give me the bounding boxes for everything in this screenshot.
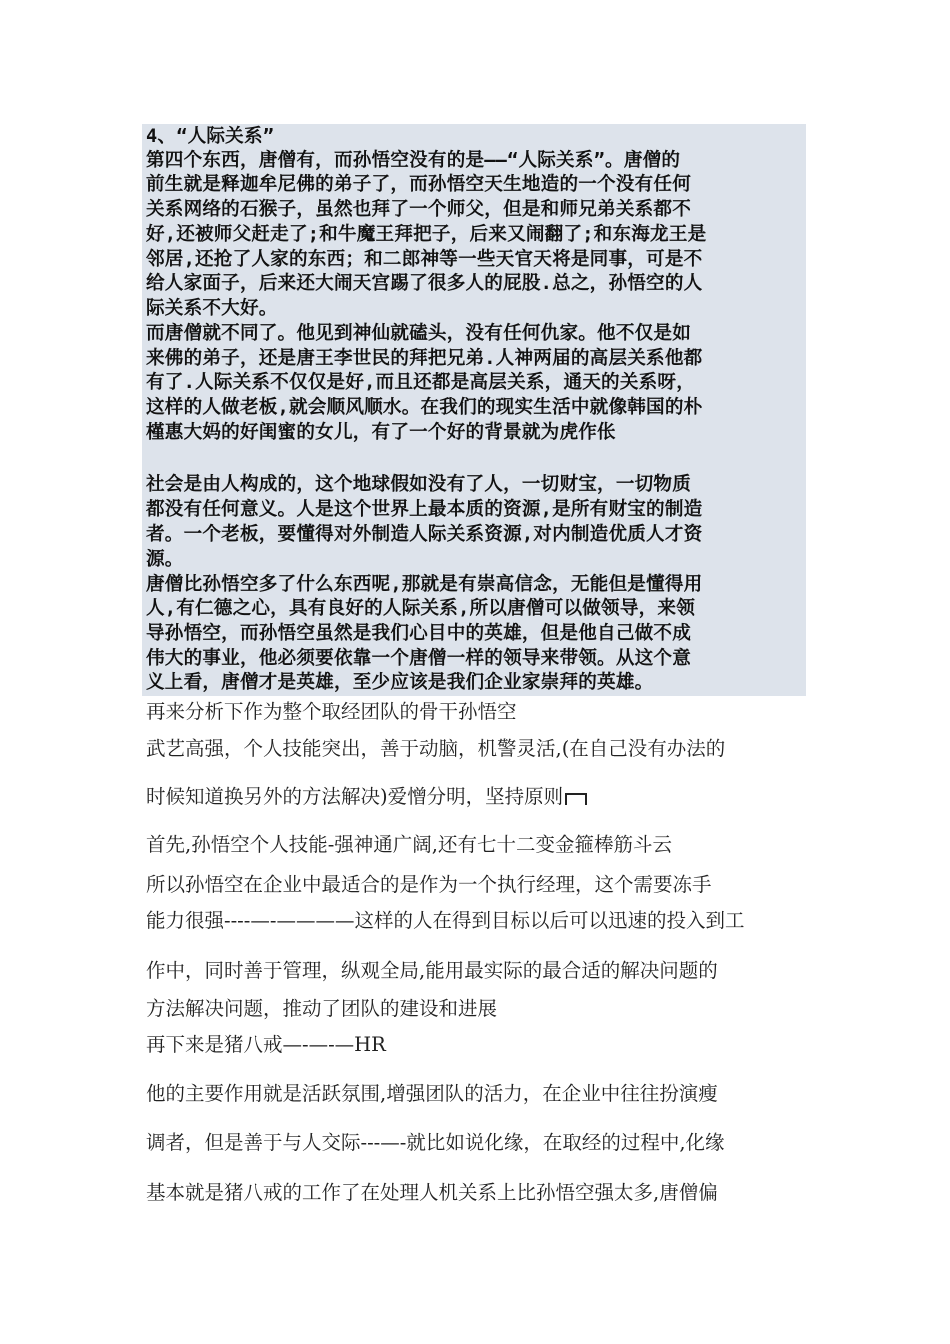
highlight-line: 好,还被师父赶走了;和牛魔王拜把子，后来又闹翻了;和东海龙王是	[146, 224, 707, 245]
highlight-line: 来佛的弟子，还是唐王李世民的拜把兄弟.人神两届的高层关系他都	[146, 348, 703, 369]
body-line: 作中，同时善于管理，纵观全局,能用最实际的最合适的解决问题的	[146, 959, 718, 982]
body-line: 能力很强----—-————这样的人在得到目标以后可以迅速的投入到工	[146, 909, 745, 932]
body-line: 再来分析下作为整个取经团队的骨干孙悟空	[146, 700, 517, 723]
body-line: 他的主要作用就是活跃氛围,增强团队的活力，在企业中往往扮演瘦	[146, 1082, 718, 1105]
highlight-line: 唐僧比孙悟空多了什么东西呢,那就是有崇高信念，无能但是懂得用	[146, 574, 703, 595]
highlight-line: 有了.人际关系不仅仅是好,而且还都是高层关系，通天的关系呀，	[146, 372, 696, 393]
highlight-line: 社会是由人构成的，这个地球假如没有了人，一切财宝，一切物质	[146, 474, 692, 495]
body-line: 调者，但是善于与人交际---—-就比如说化缘，在取经的过程中,化缘	[146, 1131, 725, 1154]
highlight-line: 际关系不大好。	[146, 298, 278, 319]
highlight-line: 人,有仁德之心，具有良好的人际关系,所以唐僧可以做领导，来领	[146, 598, 696, 619]
highlight-line: 而唐僧就不同了。他见到神仙就磕头，没有任何仇家。他不仅是如	[146, 323, 692, 344]
corner-mark-icon	[565, 793, 587, 805]
body-line-with-mark	[146, 784, 587, 810]
highlight-line: 都没有任何意义。人是这个世界上最本质的资源,是所有财宝的制造	[146, 499, 703, 520]
body-line: 所以孙悟空在企业中最适合的是作为一个执行经理，这个需要冻手	[146, 873, 712, 896]
body-line: 再下来是猪八戒—-—-—HR	[146, 1033, 386, 1056]
highlight-line: 者。一个老板，要懂得对外制造人际关系资源,对内制造优质人才资	[146, 524, 703, 545]
body-line: 基本就是猪八戒的工作了在处理人机关系上比孙悟空强太多,唐僧偏	[146, 1181, 718, 1204]
body-line: 武艺高强，个人技能突出，善于动脑，机警灵活,(在自己没有办法的	[146, 737, 726, 760]
highlight-line: 4、“人际关系”	[146, 126, 275, 147]
highlight-line: 伟大的事业，他必须要依靠一个唐僧一样的领导来带领。从这个意	[146, 648, 692, 669]
highlight-line: 前生就是释迦牟尼佛的弟子了，而孙悟空天生地造的一个没有任何	[146, 174, 692, 195]
highlight-line: 源。	[146, 549, 184, 570]
highlight-line: 义上看，唐僧才是英雄，至少应该是我们企业家崇拜的英雄。	[146, 672, 654, 693]
highlight-line: 给人家面子，后来还大闹天宫踢了很多人的屁股.总之，孙悟空的人	[146, 273, 703, 294]
body-line-text: 时候知道换另外的方法解决)爱憎分明，坚持原则	[146, 785, 564, 808]
highlight-line: 导孙悟空，而孙悟空虽然是我们心目中的英雄，但是他自己做不成	[146, 623, 692, 644]
highlight-line: 关系网络的石猴子，虽然也拜了一个师父，但是和师兄弟关系都不	[146, 199, 692, 220]
highlight-line: 邻居,还抢了人家的东西；和二郎神等一些天官天将是同事，可是不	[146, 249, 703, 270]
highlight-line: 这样的人做老板,就会顺风顺水。在我们的现实生活中就像韩国的朴	[146, 397, 703, 418]
highlight-line: 第四个东西，唐僧有，而孙悟空没有的是——“人际关系”。唐僧的	[146, 150, 681, 171]
highlight-line: 槿惠大妈的好闺蜜的女儿，有了一个好的背景就为虎作伥	[146, 422, 616, 443]
body-line: 首先,孙悟空个人技能-强神通广阔,还有七十二变金箍棒筋斗云	[146, 833, 672, 856]
body-line: 方法解决问题，推动了团队的建设和进展	[146, 997, 498, 1020]
